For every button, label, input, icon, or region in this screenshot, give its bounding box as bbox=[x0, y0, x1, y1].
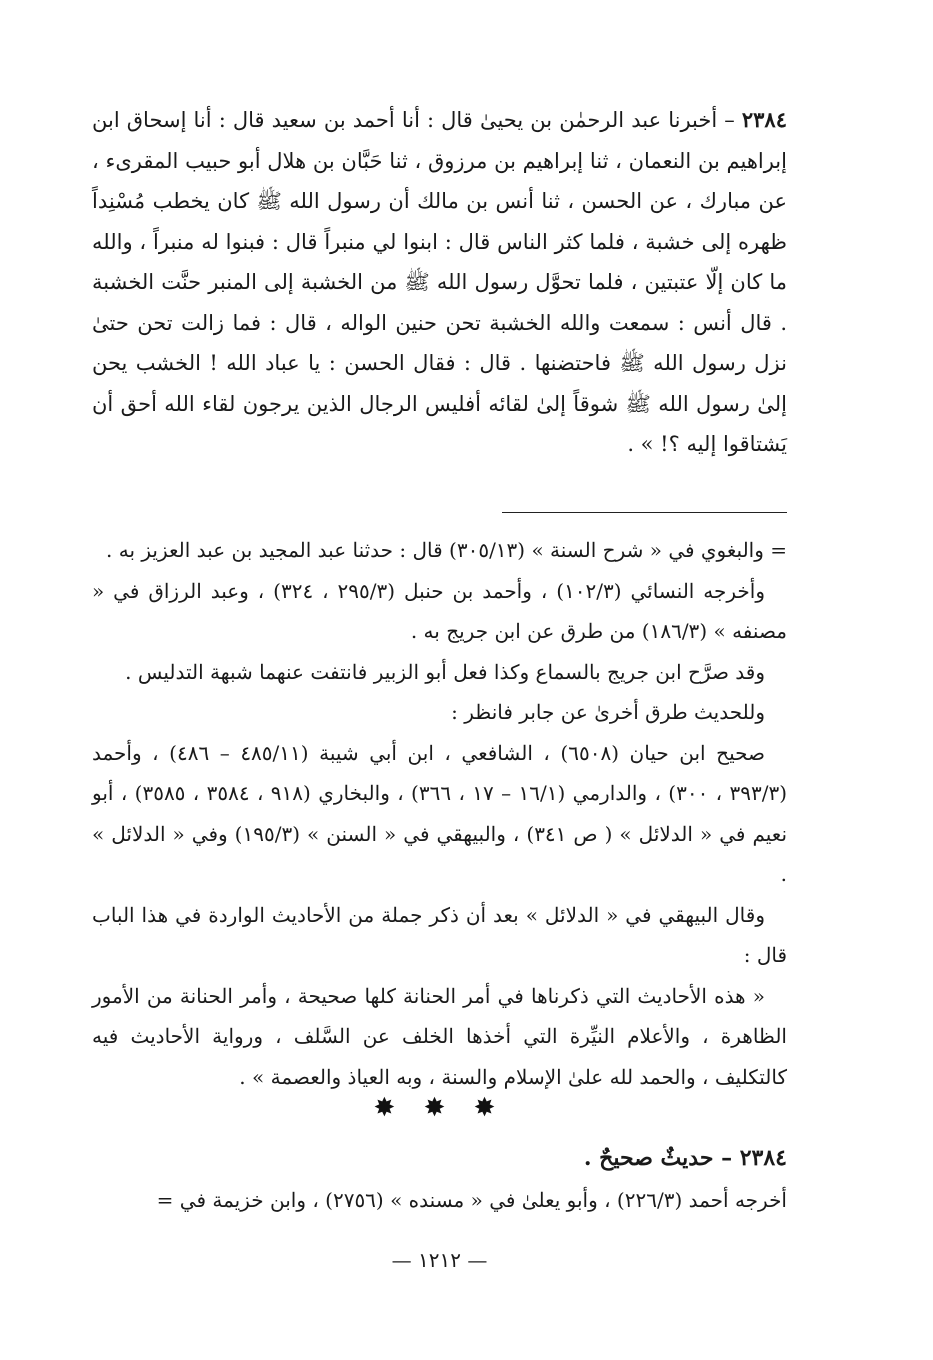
hadith-grade-heading: ٢٣٨٤ – حديثٌ صحيحٌ . bbox=[583, 1145, 787, 1171]
page bbox=[92, 0, 787, 1360]
footnote-line: وأخرجه النسائي (١٠٢/٣) ، وأحمد بن حنبل (٢٩٥/٣ ، ٣٢٤) ، وعبد الرزاق في « مصنفه » (١٨٦/٣) من طرق عن ابن جريج به . bbox=[92, 578, 787, 643]
footnote-line: = والبغوي في « شرح السنة » (٣٠٥/١٣) قال : حدثنا عبد المجيد بن عبد العزيز به . bbox=[106, 538, 787, 562]
section-separator: ✸ ✸ ✸ bbox=[373, 1093, 506, 1123]
footnotes bbox=[92, 530, 787, 1097]
footnote-line: وللحديث طرق أخرىٰ عن جابر فانظر : bbox=[451, 700, 765, 724]
page-number: — ١٢١٢ — bbox=[391, 1248, 488, 1272]
main-text bbox=[92, 100, 787, 465]
footnote-line: صحيح ابن حيان (٦٥٠٨) ، الشافعي ، ابن أبي شيبة (٤٨٥/١١ – ٤٨٦) ، وأحمد (٣٩٣/٣ ، ٣٠٠) ، والدارمي (١٦/١ – ١٧ ، ٣٦٦) ، والبخاري (٩١٨ ، ٣٥٨٤ ، ٣٥٨٥) ، أبو نعيم في « الدلائل » ( ص ٣٤١) ، والبيهقي في « السنن » (١٩٥/٣) وفي « الدلائل » . bbox=[92, 740, 788, 886]
footnote-quote: « هذه الأحاديث التي ذكرناها في أمر الحنانة كلها صحيحة ، وأمر الحنانة من الأمور الظاهرة ، والأعلام النيِّرة التي أخذها الخلف عن السَّلف ، ورواية الأحاديث فيه كالتكليف ، والحمد لله علىٰ الإسلام والسنة ، وبه العياذ والعصمة » . bbox=[92, 983, 787, 1089]
footnote-divider bbox=[502, 512, 787, 513]
hadith-sources: أخرجه أحمد (٢٢٦/٣) ، وأبو يعلىٰ في « مسنده » (٢٧٥٦) ، وابن خزيمة في = bbox=[156, 1188, 787, 1212]
hadith-paragraph bbox=[92, 100, 787, 465]
footnote-line: وقد صرَّح ابن جريج بالسماع وكذا فعل أبو الزبير فانتفت عنهما شبهة التدليس . bbox=[125, 659, 765, 684]
hadith-body: – أخبرنا عبد الرحمٰن بن يحيىٰ قال : أنا أحمد بن سعيد قال : أنا إسحاق ابن إبراهيم بن النعمان ، ثنا إبراهيم بن مرزوق ، ثنا حَبَّان بن هلال أبو حبيب المقرىء ، عن مبارك ، عن الحسن ، ثنا أنس بن مالك أن رسول الله ﷺ كان يخطب مُسْنِداً ظهره إلى خشبة ، فلما كثر الناس قال : ابنوا لي منبراً قال : فبنوا له منبراً ، والله ما كان إلّا عتبتين ، فلما تحوَّل رسول الله ﷺ من الخشبة إلى المنبر حنَّت الخشبة . قال أنس : سمعت والله الخشبة تحن حنين الواله ، قال : فما زالت تحن حتىٰ نزل رسول الله ﷺ فاحتضنها . قال : فقال الحسن : يا عباد الله ! الخشب يحن إلىٰ رسول الله ﷺ شوقاً إلىٰ لقائه أفليس الرجال الذين يرجون لقاء الله أحق أن يَشتاقوا إليه ؟! » . bbox=[92, 108, 787, 456]
hadith-number: ٢٣٨٤ bbox=[741, 107, 787, 132]
footnote-line: وقال البيهقي في « الدلائل » بعد أن ذكر جملة من الأحاديث الواردة في هذا الباب قال : bbox=[92, 902, 787, 967]
